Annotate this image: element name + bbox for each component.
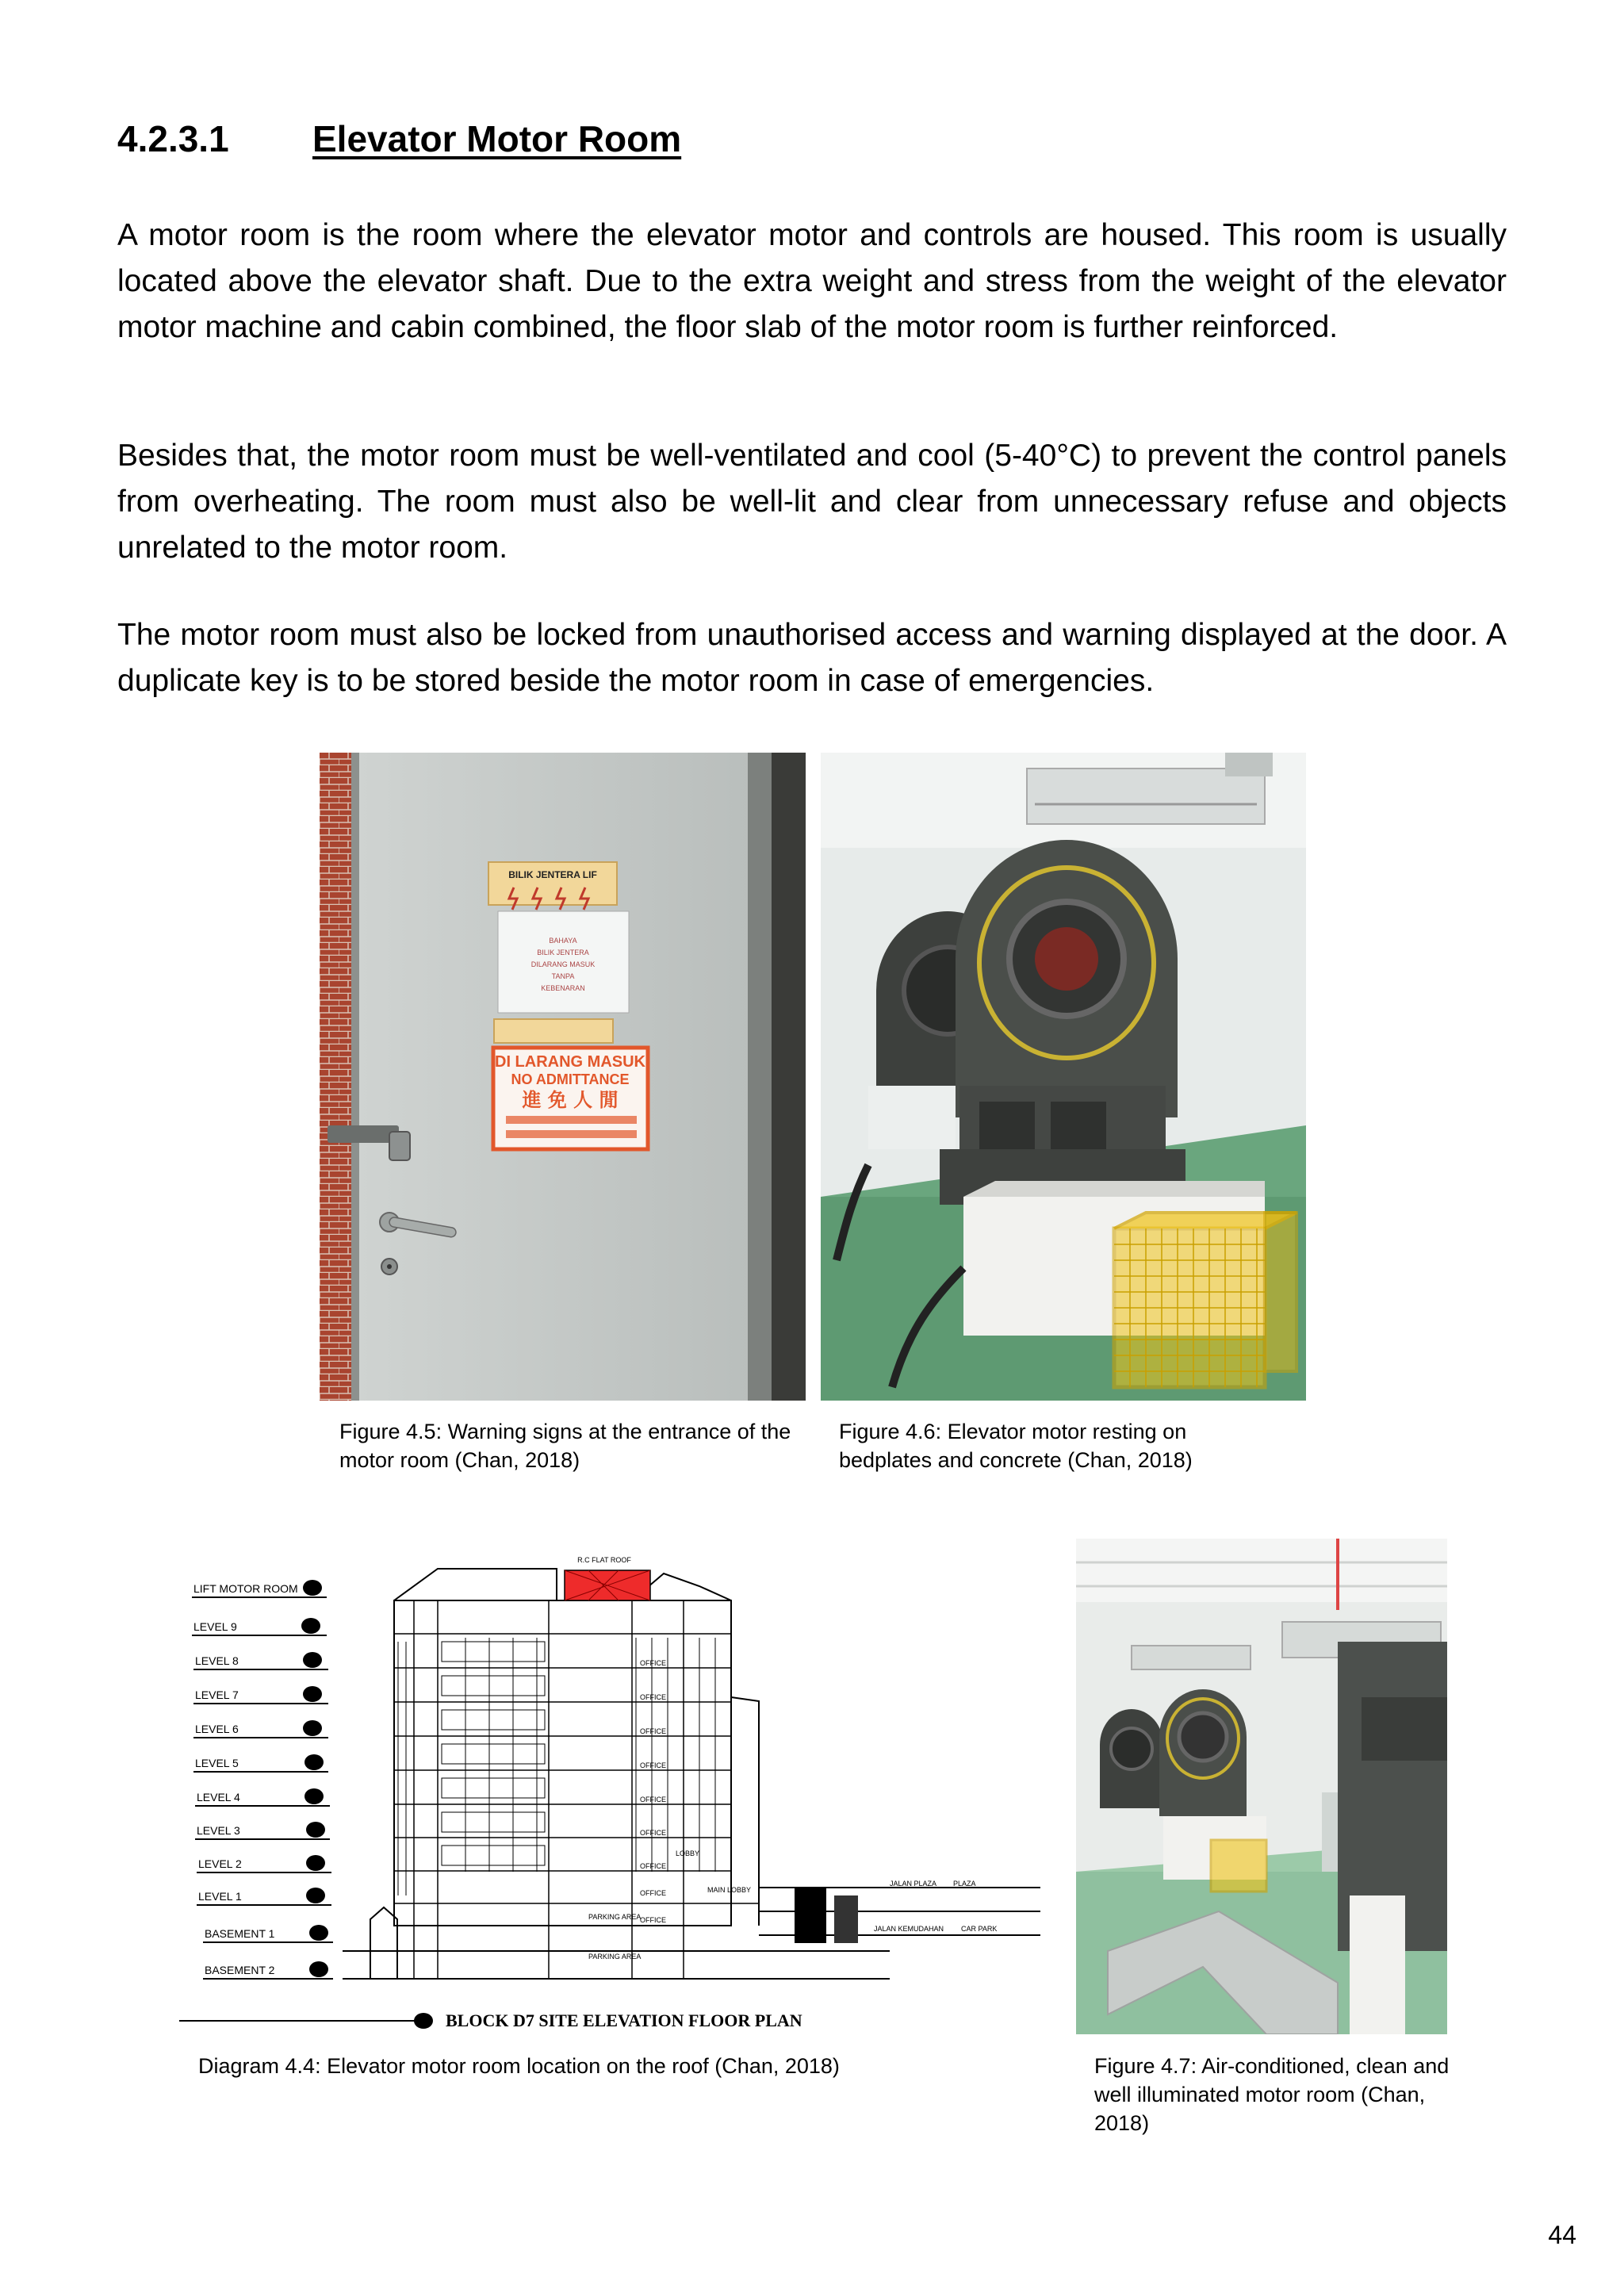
svg-text:BASEMENT 2: BASEMENT 2 <box>205 1964 275 1976</box>
section-heading <box>117 117 681 160</box>
svg-text:LEVEL 3: LEVEL 3 <box>197 1824 240 1837</box>
paragraph-2: Besides that, the motor room must be well-ventilated and cool (5-40°C) to prevent the control panels from overheating. The room must also be well-lit and clear from unnecessary refuse and objects unrelated to the motor room. <box>117 439 1507 565</box>
svg-text:OFFICE: OFFICE <box>640 1916 666 1924</box>
svg-text:BILIK JENTERA: BILIK JENTERA <box>537 949 589 956</box>
svg-text:LEVEL 9: LEVEL 9 <box>193 1620 237 1633</box>
svg-text:TANPA: TANPA <box>551 972 575 980</box>
svg-text:CAR PARK: CAR PARK <box>961 1925 998 1933</box>
level-labels <box>193 1582 298 1976</box>
svg-text:BASEMENT 1: BASEMENT 1 <box>205 1927 275 1940</box>
svg-text:OFFICE: OFFICE <box>640 1727 666 1735</box>
svg-text:LEVEL 4: LEVEL 4 <box>197 1791 240 1803</box>
section-title: Elevator Motor Room <box>312 118 682 159</box>
svg-text:LEVEL 5: LEVEL 5 <box>195 1757 239 1769</box>
diagram-4-4 <box>176 1539 1048 2042</box>
svg-text:MAIN LOBBY: MAIN LOBBY <box>707 1886 752 1894</box>
svg-text:OFFICE: OFFICE <box>640 1796 666 1803</box>
svg-text:LOBBY: LOBBY <box>676 1849 700 1857</box>
figure-4-6-photo <box>821 753 1306 1401</box>
svg-text:OFFICE: OFFICE <box>640 1659 666 1667</box>
svg-text:PARKING AREA: PARKING AREA <box>588 1953 642 1961</box>
svg-text:OFFICE: OFFICE <box>640 1889 666 1897</box>
svg-text:R.C FLAT ROOF: R.C FLAT ROOF <box>577 1556 631 1564</box>
svg-text:LEVEL 8: LEVEL 8 <box>195 1654 239 1667</box>
diagram-title: BLOCK D7 SITE ELEVATION FLOOR PLAN <box>446 2010 802 2030</box>
svg-text:進 免 人 閒: 進 免 人 閒 <box>522 1089 619 1111</box>
svg-text:LEVEL 7: LEVEL 7 <box>195 1688 239 1701</box>
svg-text:LEVEL 6: LEVEL 6 <box>195 1723 239 1735</box>
svg-text:OFFICE: OFFICE <box>640 1829 666 1837</box>
sign-di-larang-masuk: DI LARANG MASUK <box>495 1053 645 1071</box>
page-number: 44 <box>1548 2221 1576 2249</box>
diagram-4-4-caption: Diagram 4.4: Elevator motor room location on the roof (Chan, 2018) <box>198 2054 840 2078</box>
svg-text:OFFICE: OFFICE <box>640 1693 666 1701</box>
svg-text:OFFICE: OFFICE <box>640 1761 666 1769</box>
figure-4-7-photo <box>1076 1539 1447 2034</box>
svg-text:PARKING AREA: PARKING AREA <box>588 1913 642 1921</box>
paragraph-1: A motor room is the room where the elevator motor and controls are housed. This room is usually located above the elevator shaft. Due to the extra weight and stress from the weight of the elevator motor machine and cabin combined, the floor slab of the motor room is further reinforced. <box>117 218 1507 344</box>
svg-text:KEBENARAN: KEBENARAN <box>541 984 585 992</box>
svg-text:LEVEL 1: LEVEL 1 <box>198 1890 242 1903</box>
svg-text:BAHAYA: BAHAYA <box>549 937 577 945</box>
svg-text:JALAN KEMUDAHAN: JALAN KEMUDAHAN <box>874 1925 944 1933</box>
svg-text:PLAZA: PLAZA <box>953 1880 976 1888</box>
svg-text:OFFICE: OFFICE <box>640 1862 666 1870</box>
svg-text:JALAN PLAZA: JALAN PLAZA <box>890 1880 937 1888</box>
sign-no-admittance: NO ADMITTANCE <box>511 1071 630 1087</box>
svg-text:LIFT MOTOR ROOM: LIFT MOTOR ROOM <box>193 1582 298 1595</box>
sign-bilik-jentera: BILIK JENTERA LIF <box>508 869 597 880</box>
section-number: 4.2.3.1 <box>117 118 229 159</box>
figure-4-5-photo <box>320 753 806 1401</box>
figure-4-5-caption: Figure 4.5: Warning signs at the entrance of the motor room (Chan, 2018) <box>339 1420 791 1472</box>
paragraph-3: The motor room must also be locked from unauthorised access and warning displayed at the door. A duplicate key is to be stored beside the motor room in case of emergencies. <box>117 618 1507 698</box>
figure-4-6-caption: Figure 4.6: Elevator motor resting on bedplates and concrete (Chan, 2018) <box>839 1420 1193 1472</box>
svg-text:DILARANG MASUK: DILARANG MASUK <box>530 960 596 968</box>
figure-4-7-caption: Figure 4.7: Air-conditioned, clean and well illuminated motor room (Chan, 2018) <box>1094 2054 1450 2135</box>
svg-text:LEVEL 2: LEVEL 2 <box>198 1857 242 1870</box>
